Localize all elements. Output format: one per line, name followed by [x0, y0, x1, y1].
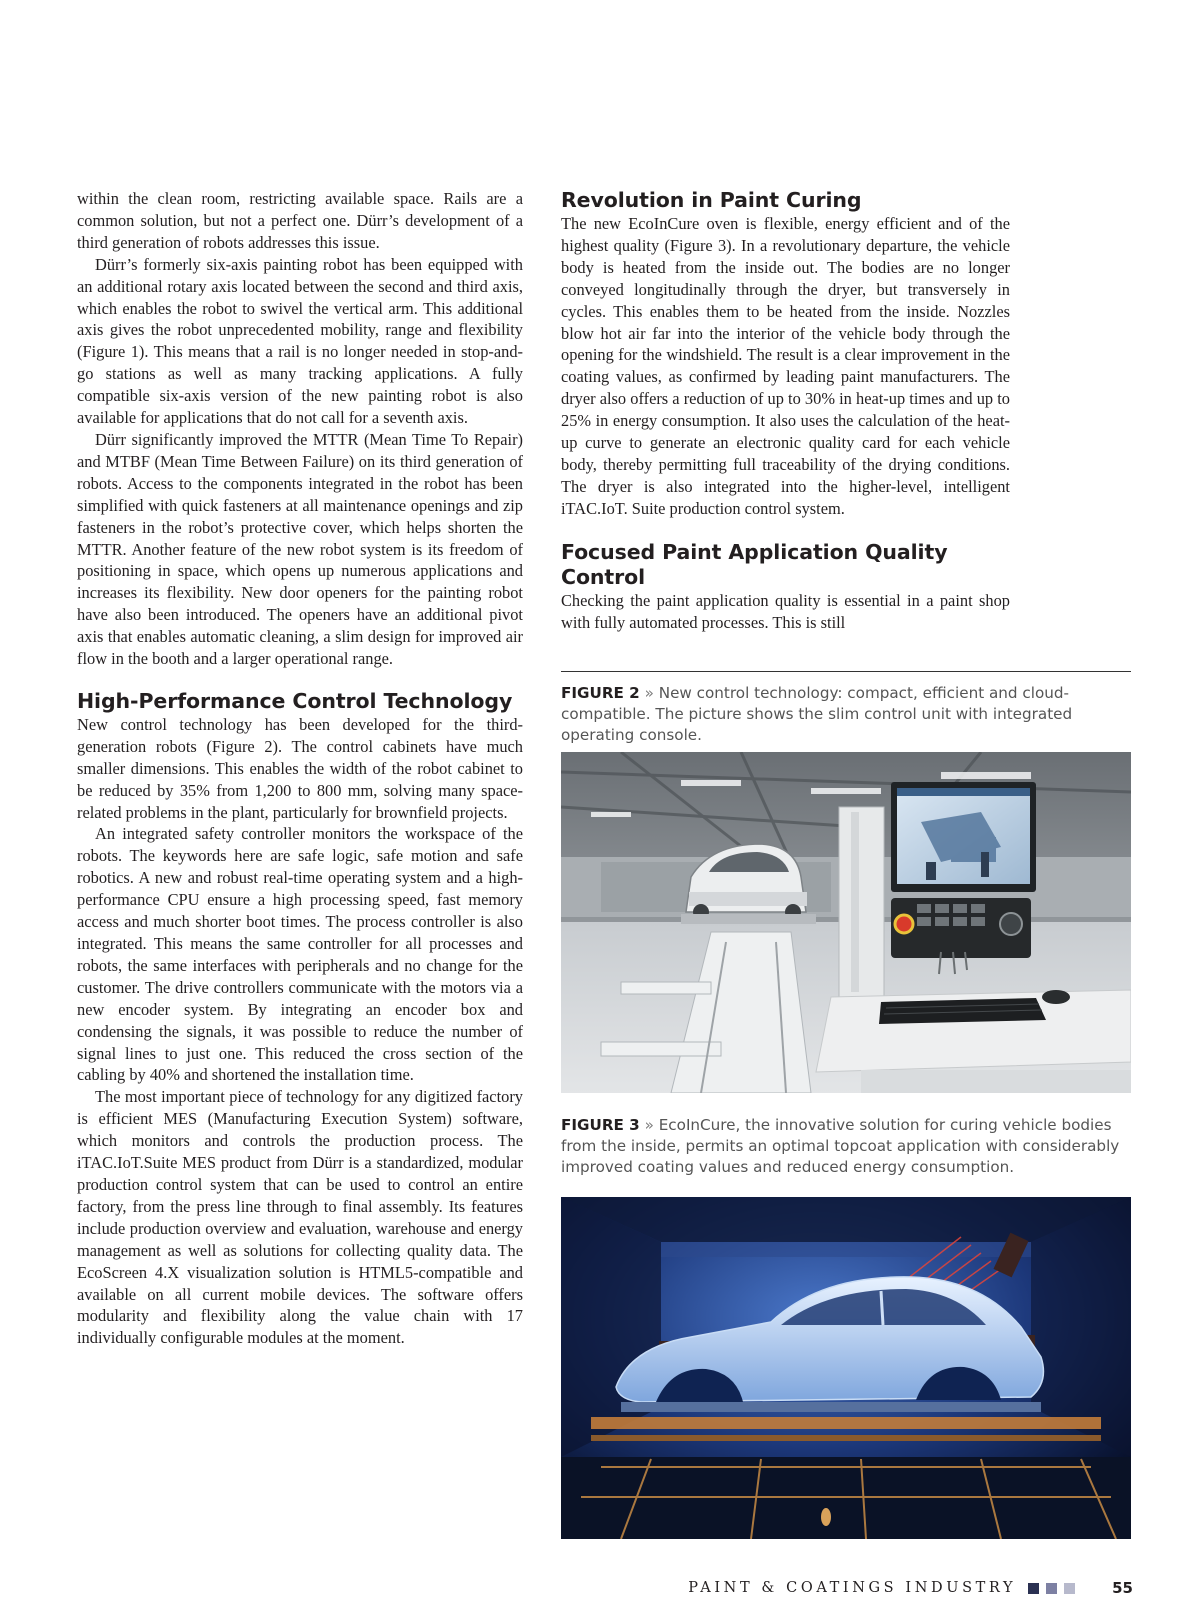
figure-3-caption-text: EcoInCure, the innovative solution for curing vehicle bodies from the inside, permits an optimal topcoat application with considerably improved coating values and reduced energy consumption. [561, 1116, 1120, 1176]
left-paragraph-2: Dürr’s formerly six-axis painting robot has been equipped with an additional rotary axis located between the second and third axis, which enables the robot to swivel the vertical arm. This additional axis gives the robot unprecedented mobility, range and flexibility (Figure 1). This means that a rail is no longer needed in stop-and-go stations as well as many tracking applications. A fully compatible six-axis version of the new painting robot is also available for applications that do not call for a seventh axis. [77, 254, 523, 428]
figure-3-label: FIGURE 3 [561, 1116, 640, 1134]
figure-3-caption [561, 1115, 1131, 1178]
left-paragraph-4: New control technology has been developed for the third-generation robots (Figure 2). The control cabinets have much smaller dimensions. This enables the width of the robot cabinet to be reduced by 35% from 1,200 to 800 mm, solving many space-related problems in the plant, particularly for brownfield projects. [77, 714, 523, 822]
page-number: 55 [1112, 1579, 1133, 1597]
page-footer [688, 1577, 1133, 1599]
figure-3-photo [561, 1197, 1131, 1539]
figure-2-label: FIGURE 2 [561, 684, 640, 702]
left-column [77, 188, 523, 1349]
figure-2-arrow: » [644, 684, 654, 702]
left-paragraph-5: An integrated safety controller monitors the workspace of the robots. The keywords here are safe logic, safe motion and safe robotics. A new and robust real-time operating system and a high-performance CPU ensure a high processing speed, fast memory access and much shorter boot times. The process controller is also integrated. This means the same controller for all processes and robots, the same interfaces with peripherals and no change for the customer. The drive controllers communicate with the motors via a new encoder system. By integrating an encoder box and condensing the signals, it was possible to reduce the number of signal lines to just one. This reduced the cross section of the cabling by 40% and shortened the installation time. [77, 824, 523, 1085]
right-paragraph-2: Checking the paint application quality is essential in a paint shop with fully automated processes. This is still [561, 590, 1010, 632]
heading-high-performance-control: High-Performance Control Technology [77, 688, 513, 713]
footer-square-dark [1028, 1583, 1039, 1594]
left-paragraph-6: The most important piece of technology for any digitized factory is efficient MES (Manufacturing Execution System) software, which monitors and controls the production process. The iTAC.IoT.Suite MES product from Dürr is a standardized, modular production control system that can be used to control an entire factory, from the press line through to final assembly. Its features include production overview and evaluation, warehouse and energy management as well as solutions for collecting quality data. The EcoScreen 4.X visualization solution is HTML5-compatible and available on all current mobile devices. The software offers modularity and flexibility along the value chain with 17 individually configurable modules at the moment. [77, 1087, 523, 1348]
figure-2-photo [561, 752, 1131, 1093]
figure-3-arrow: » [644, 1116, 654, 1134]
control-unit-illustration [561, 752, 1131, 1093]
figure-2-caption [561, 672, 1131, 746]
figure-2-caption-text: New control technology: compact, efficient and cloud-compatible. The picture shows the slim control unit with integrated operating console. [561, 684, 1073, 744]
left-paragraph-1: within the clean room, restricting available space. Rails are a common solution, but not a perfect one. Dürr’s development of a third generation of robots addresses this issue. [77, 189, 523, 252]
heading-revolution-paint-curing: Revolution in Paint Curing [561, 188, 862, 212]
publication-name: PAINT & COATINGS INDUSTRY [688, 1580, 1017, 1596]
footer-square-mid [1046, 1583, 1057, 1594]
footer-square-light [1064, 1583, 1075, 1594]
right-column [561, 188, 1010, 634]
heading-focused-paint-quality: Focused Paint Application Quality Control [561, 539, 948, 589]
figure-2-caption-block [561, 671, 1131, 746]
figure-3-caption-block [561, 1115, 1131, 1178]
right-paragraph-1: The new EcoInCure oven is flexible, energy efficient and of the highest quality (Figure 3). In a revolutionary departure, the vehicle body is heated from the inside out. The bodies are no longer conveyed longitudinally through the dryer, but transversely in cycles. This enables them to be heated from the inside. Nozzles blow hot air far into the interior of the vehicle body through the opening for the windshield. The result is a clear improvement in the coating values, as confirmed by leading paint manufacturers. The dryer also offers a reduction of up to 30% in heat-up times and up to 25% in energy consumption. It also uses the calculation of the heat-up curve to generate an electronic quality card for each vehicle body, thereby permitting full traceability of the drying conditions. The dryer is also integrated into the higher-level, intelligent iTAC.IoT. Suite production control system. [561, 214, 1010, 518]
curing-oven-illustration [561, 1197, 1131, 1539]
left-paragraph-3: Dürr significantly improved the MTTR (Mean Time To Repair) and MTBF (Mean Time Between Failure) on its third generation of robots. Access to the components integrated in the robot has been simplified with quick fasteners at all maintenance openings and zip fasteners in the robot’s protective cover, which helps shorten the MTTR. Another feature of the new robot system is its freedom of positioning in space, which opens up numerous applications and increases its flexibility. New door openers for the painting robot have also been introduced. The openers have an additional pivot axis that enables automatic cleaning, a slim design for improved air flow in the booth and a larger operational range. [77, 429, 523, 669]
